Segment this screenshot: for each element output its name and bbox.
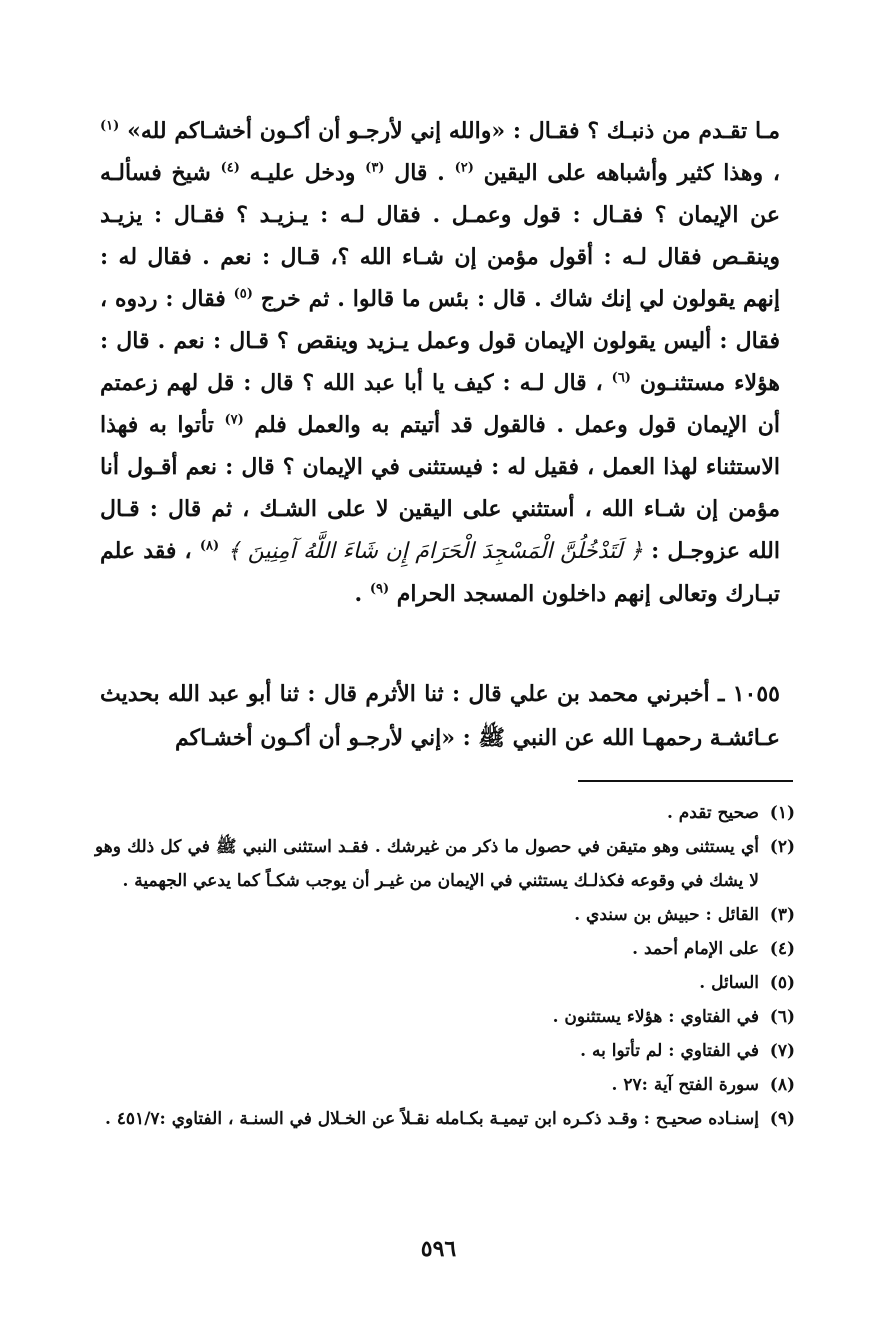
footnote-text: سورة الفتح آية :٢٧ .	[611, 1075, 759, 1095]
footnote-text: في الفتاوي : هؤلاء يستثنون .	[552, 1007, 759, 1027]
text-segment: فقال : ردوه ، فقال : أليس يقولون الإيمان قول وعمل يـزيد وينقص ؟ قـال : نعم . قال : هؤلاء مستثنـون	[100, 286, 780, 396]
text-segment: ، فقد علم تبـارك وتعالى إنهم داخلون المسجد الحرام	[100, 538, 780, 607]
footnote-ref-5[interactable]: (٥)	[233, 286, 253, 302]
footnote-item	[95, 1034, 795, 1068]
footnote-item	[95, 1068, 795, 1102]
text-segment: .	[354, 581, 363, 607]
text-segment: . قال	[394, 160, 445, 186]
footnote-ref-9[interactable]: (٩)	[369, 581, 390, 597]
hadith-block	[100, 672, 780, 760]
quran-verse: ﴿ لَتَدْخُلُنَّ الْمَسْجِدَ الْحَرَامَ إِن شَاءَ اللَّهُ آمِنِينَ ﴾	[227, 539, 643, 564]
footnote-item	[95, 932, 795, 966]
footnote-ref-8[interactable]: (٨)	[199, 538, 220, 554]
footnote-number: (٧)	[769, 1041, 795, 1061]
footnote-text: على الإمام أحمد .	[632, 939, 759, 959]
footnote-item	[95, 830, 795, 898]
text-segment: ، قال لـه : كيف يا أبا عبد الله ؟ قال : قل لهم زعمتم أن الإيمان قول وعمل . فالقول قد أتيتم به والعمل فلم	[100, 370, 780, 438]
footnote-ref-7[interactable]: (٧)	[224, 412, 244, 428]
footnote-number: (١)	[769, 803, 795, 823]
footnote-text: إسنـاده صحيـح : وقـد ذكـره ابن تيميـة بكـامله نقـلاً عن الخـلال في السنـة ، الفتاوي :٤٥١/٧ .	[104, 1109, 759, 1129]
footnote-ref-2[interactable]: (٢)	[454, 160, 474, 176]
footnote-item	[95, 1000, 795, 1034]
footnotes-list	[95, 796, 795, 1136]
footnote-number: (٩)	[769, 1109, 795, 1129]
footnote-item	[95, 796, 795, 830]
page-number: ٥٩٦	[420, 1236, 457, 1262]
footnote-number: (٤)	[769, 939, 795, 959]
text-segment: ، وهذا كثير وأشباهه على اليقين	[483, 160, 780, 186]
main-paragraph	[100, 110, 780, 615]
main-text-block	[100, 110, 780, 615]
footnote-number: (٥)	[769, 973, 795, 993]
footnote-number: (٨)	[769, 1075, 795, 1095]
hadith-paragraph: ١٠٥٥ ـ أخبرني محمد بن علي قال : ثنا الأثرم قال : ثنا أبو عبد الله بحديث عـائشـة رحمهـا الله عن النبي ﷺ : «إني لأرجـو أن أكـون أخشـاكم	[100, 681, 780, 751]
footnote-text: القائل : حبيش بن سندي .	[574, 905, 759, 925]
footnote-number: (٣)	[769, 905, 795, 925]
footnote-ref-3[interactable]: (٣)	[365, 160, 385, 176]
footnote-divider	[578, 780, 793, 782]
footnote-text: في الفتاوي : لم تأتوا به .	[580, 1041, 759, 1061]
footnote-text: أي يستثنى وهو متيقن في حصول ما ذكر من غيرشك . فقـد استثنى النبي ﷺ في كل ذلك وهو لا يشك في وقوعه فكذلـك يستثني في الإيمان من غيـر أن يوجب شكـاً كما يدعي الجهمية .	[95, 837, 759, 891]
footnote-number: (٦)	[769, 1007, 795, 1027]
footnote-item	[95, 898, 795, 932]
footnote-ref-6[interactable]: (٦)	[611, 370, 631, 386]
footnote-ref-1[interactable]: (١)	[100, 118, 120, 134]
text-segment: شيخ فسألـه عن الإيمان ؟ فقـال : قول وعمـل . فقال لـه : يـزيـد ؟ فقـال : يزيـد وينقـص فقال لـه : أقول مؤمن إن شـاء الله ؟، قـال : نعم . فقال له : إنهم يقولون لي إنك شاك . قال : بئس ما قالوا . ثم خرج	[100, 160, 780, 312]
footnote-number: (٢)	[769, 837, 795, 857]
text-segment: ودخل عليـه	[249, 160, 356, 186]
footnote-item	[95, 966, 795, 1000]
footnote-text: السائل .	[699, 973, 759, 993]
text-segment: مـا تقـدم من ذنبـك ؟ فقـال : «والله إني لأرجـو أن أكـون أخشـاكم لله»	[127, 118, 780, 144]
text-segment: تأتوا به فهذا الاستثناء لهذا العمل ، فقيل له : فيستثنى في الإيمان ؟ قال : نعم أقـول أنا مؤمن إن شـاء الله ، أستثني على اليقين لا على الشـك ، ثم قال : قـال الله عزوجـل :	[100, 412, 781, 564]
footnote-ref-4[interactable]: (٤)	[220, 160, 240, 176]
footnote-item	[95, 1102, 795, 1136]
footnote-text: صحيح تقدم .	[666, 803, 759, 823]
